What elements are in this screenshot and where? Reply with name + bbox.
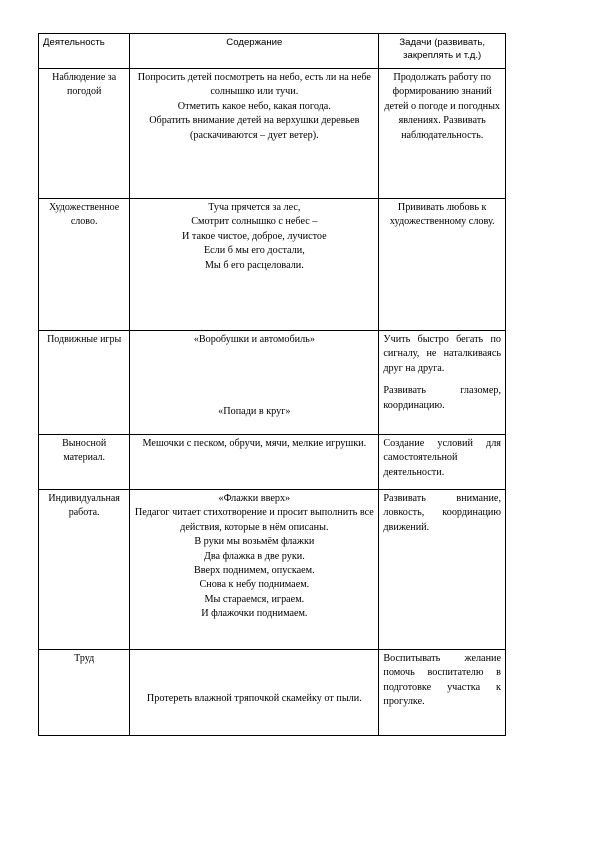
row-content: Протереть влажной тряпочкой скамейку от пыли. — [130, 650, 379, 736]
poem-line: Мы стараемся, играем. — [204, 593, 305, 605]
activity-plan-table — [38, 33, 506, 736]
poem-line: Мы б его расцеловали. — [204, 259, 304, 271]
row-content: Мешочки с песком, обручи, мячи, мелкие игрушки. — [130, 435, 379, 490]
header-activity: Деятельность — [39, 34, 130, 69]
row-tasks: Создание условий для самостоятельной деятельности. — [379, 435, 506, 490]
header-tasks: Задачи (развивать, закреплять и т.д.) — [379, 34, 506, 69]
row-activity: Художественное слово. — [39, 199, 130, 331]
game-title: «Попади в круг» — [218, 406, 291, 418]
poem-line: В руки мы возьмём флажки — [194, 536, 315, 548]
row-tasks: Продолжать работу по формированию знаний детей о погоде и погодных явлениях. Развивать наблюдательность. — [379, 69, 506, 199]
table-row — [39, 69, 506, 199]
row-content — [130, 69, 379, 199]
poem-line: Вверх поднимем, опускаем. — [194, 565, 315, 577]
row-activity: Наблюдение за погодой — [39, 69, 130, 199]
content-line: Попросить детей посмотреть на небо, есть ли на небе солнышко или тучи. — [137, 72, 371, 98]
row-tasks — [379, 331, 506, 435]
poem-line: Если б мы его достали, — [203, 245, 305, 257]
table-row — [39, 331, 506, 435]
row-content — [130, 331, 379, 435]
row-tasks: Воспитывать желание помочь воспитателю в подготовке участка к прогулке. — [379, 650, 506, 736]
content-line: Обратить внимание детей на верхушки деревьев (раскачиваются – дует ветер). — [149, 115, 360, 141]
row-activity: Подвижные игры — [39, 331, 130, 435]
row-tasks: Развивать внимание, ловкость, координацию движений. — [379, 490, 506, 650]
poem-line: Снова к небу поднимаем. — [199, 579, 310, 591]
row-content — [130, 490, 379, 650]
row-activity: Выносной материал. — [39, 435, 130, 490]
content-line: Педагог читает стихотворение и просит выполнить все действия, которые в нём описаны. — [134, 507, 374, 533]
poem-line: И такое чистое, доброе, лучистое — [181, 230, 327, 242]
row-activity: Труд — [39, 650, 130, 736]
table-row — [39, 435, 506, 490]
task-line: Развивать глазомер, координацию. — [383, 385, 501, 411]
poem-line: Два флажка в две руки. — [203, 550, 305, 562]
table-row — [39, 650, 506, 736]
row-tasks: Прививать любовь к художественному слову. — [379, 199, 506, 331]
header-content: Содержание — [130, 34, 379, 69]
game-title: «Воробушки и автомобиль» — [193, 334, 315, 345]
row-activity: Индивидуальная работа. — [39, 490, 130, 650]
game-title: «Флажки вверх» — [218, 493, 291, 504]
poem-line: Смотрит солнышко с небес – — [191, 216, 318, 228]
task-line: Учить быстро бегать по сигналу, не наталкиваясь друг на друга. — [383, 334, 501, 374]
table-row — [39, 199, 506, 331]
row-content — [130, 199, 379, 331]
poem-line: Туча прячется за лес, — [208, 202, 301, 213]
poem-line: И флажочки поднимаем. — [201, 608, 308, 620]
table-header-row — [39, 34, 506, 69]
table-row — [39, 490, 506, 650]
content-line: Отметить какое небо, какая погода. — [177, 100, 331, 112]
